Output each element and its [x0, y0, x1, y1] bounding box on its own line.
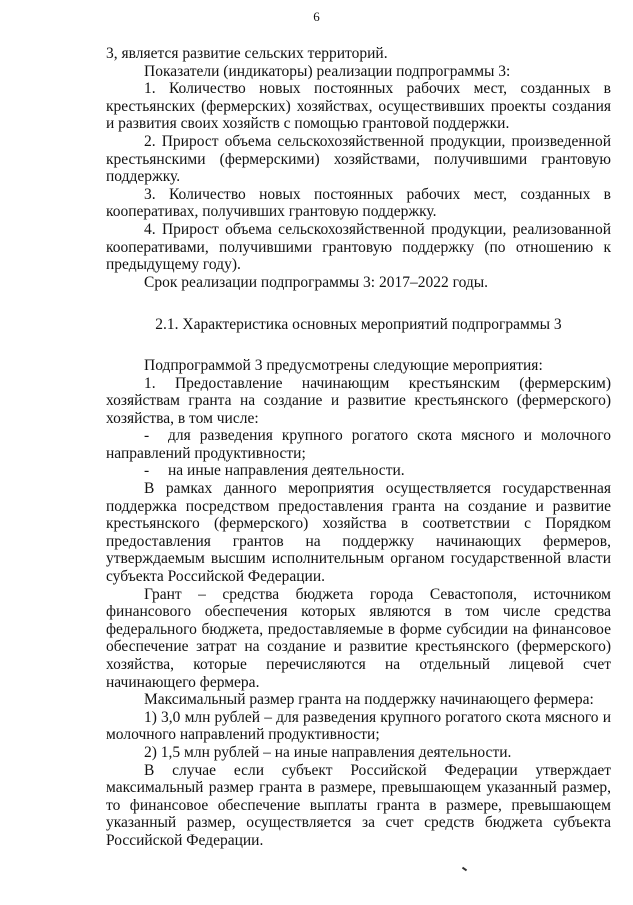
- list-item-text: для разведения крупного рогатого скота мясного и молочного направлений продуктивности;: [106, 427, 611, 462]
- paragraph-measures-intro: Подпрограммой 3 предусмотрены следующие мероприятия:: [144, 356, 543, 374]
- page-content: [106, 45, 611, 850]
- paragraph-grant-definition: Грант – средства бюджета города Севастополя, источником финансового обеспечения которых являются в том числе средства федерального бюджета, предоставляемые в форме субсидии на финансовое обеспечение затрат на создание и развитие крестьянского (фермерского) хозяйства, которые перечисляются на отдельный лицевой счет начинающего фермера.: [106, 585, 611, 691]
- paragraph-term: Срок реализации подпрограммы 3: 2017–2022 годы.: [144, 273, 489, 291]
- page-number: 6: [313, 9, 320, 24]
- dash-marker: -: [144, 462, 150, 480]
- paragraph-indicator-1: 1. Количество новых постоянных рабочих мест, созданных в крестьянских (фермерских) хозяйствах, осуществивших проекты создания и развития своих хозяйств с помощью грантовой поддержки.: [106, 80, 611, 133]
- paragraph-max-grant-intro: Максимальный размер гранта на поддержку начинающего фермера:: [144, 691, 594, 709]
- paragraph-continuation: 3, является развитие сельских территорий.: [106, 45, 388, 62]
- list-item-text: на иные направления деятельности.: [168, 462, 405, 480]
- section-heading: 2.1. Характеристика основных мероприятий подпрограммы 3: [155, 316, 562, 334]
- paragraph-support-description: В рамках данного мероприятия осуществляется государственная поддержка посредством предоставления гранта на создание и развитие крестьянского (фермерского) хозяйства в соответствии с Порядком предоставления грантов на поддержку начинающих фермеров, утверждаемым высшим исполнительным органом государственной власти субъекта Российской Федерации.: [106, 480, 611, 586]
- paragraph-exceeding-grant: В случае если субъект Российской Федерации утверждает максимальный размер гранта в размере, превышающем указанный размер, то финансовое обеспечение выплаты гранта в размере, превышающем указанный размер, осуществляется за счет средств бюджета субъекта Российской Федерации.: [106, 761, 611, 849]
- list-item: [106, 427, 611, 462]
- paragraph-indicators-intro: Показатели (индикаторы) реализации подпрограммы 3:: [144, 62, 511, 80]
- list-item: [106, 462, 611, 480]
- paragraph-indicator-4: 4. Прирост объема сельскохозяйственной продукции, реализованной кооперативами, получившими грантовую поддержку (по отношению к предыдущему году).: [106, 220, 611, 274]
- scan-speck: [462, 867, 467, 872]
- paragraph-max-grant-1: 1) 3,0 млн рублей – для разведения крупного рогатого скота мясного и молочного направлений продуктивности;: [106, 708, 611, 744]
- paragraph-indicator-3: 3. Количество новых постоянных рабочих мест, созданных в кооперативах, получивших грантовую поддержку.: [106, 185, 611, 221]
- dash-marker: -: [144, 427, 150, 445]
- paragraph-indicator-2: 2. Прирост объема сельскохозяйственной продукции, произведенной крестьянскими (фермерскими) хозяйствами, получившими грантовую поддержку.: [106, 132, 611, 186]
- paragraph-max-grant-2: 2) 1,5 млн рублей – на иные направления деятельности.: [144, 743, 512, 761]
- paragraph-measure-1: 1. Предоставление начинающим крестьянским (фермерским) хозяйствам гранта на создание и развитие крестьянского (фермерского) хозяйства, в том числе:: [106, 374, 611, 427]
